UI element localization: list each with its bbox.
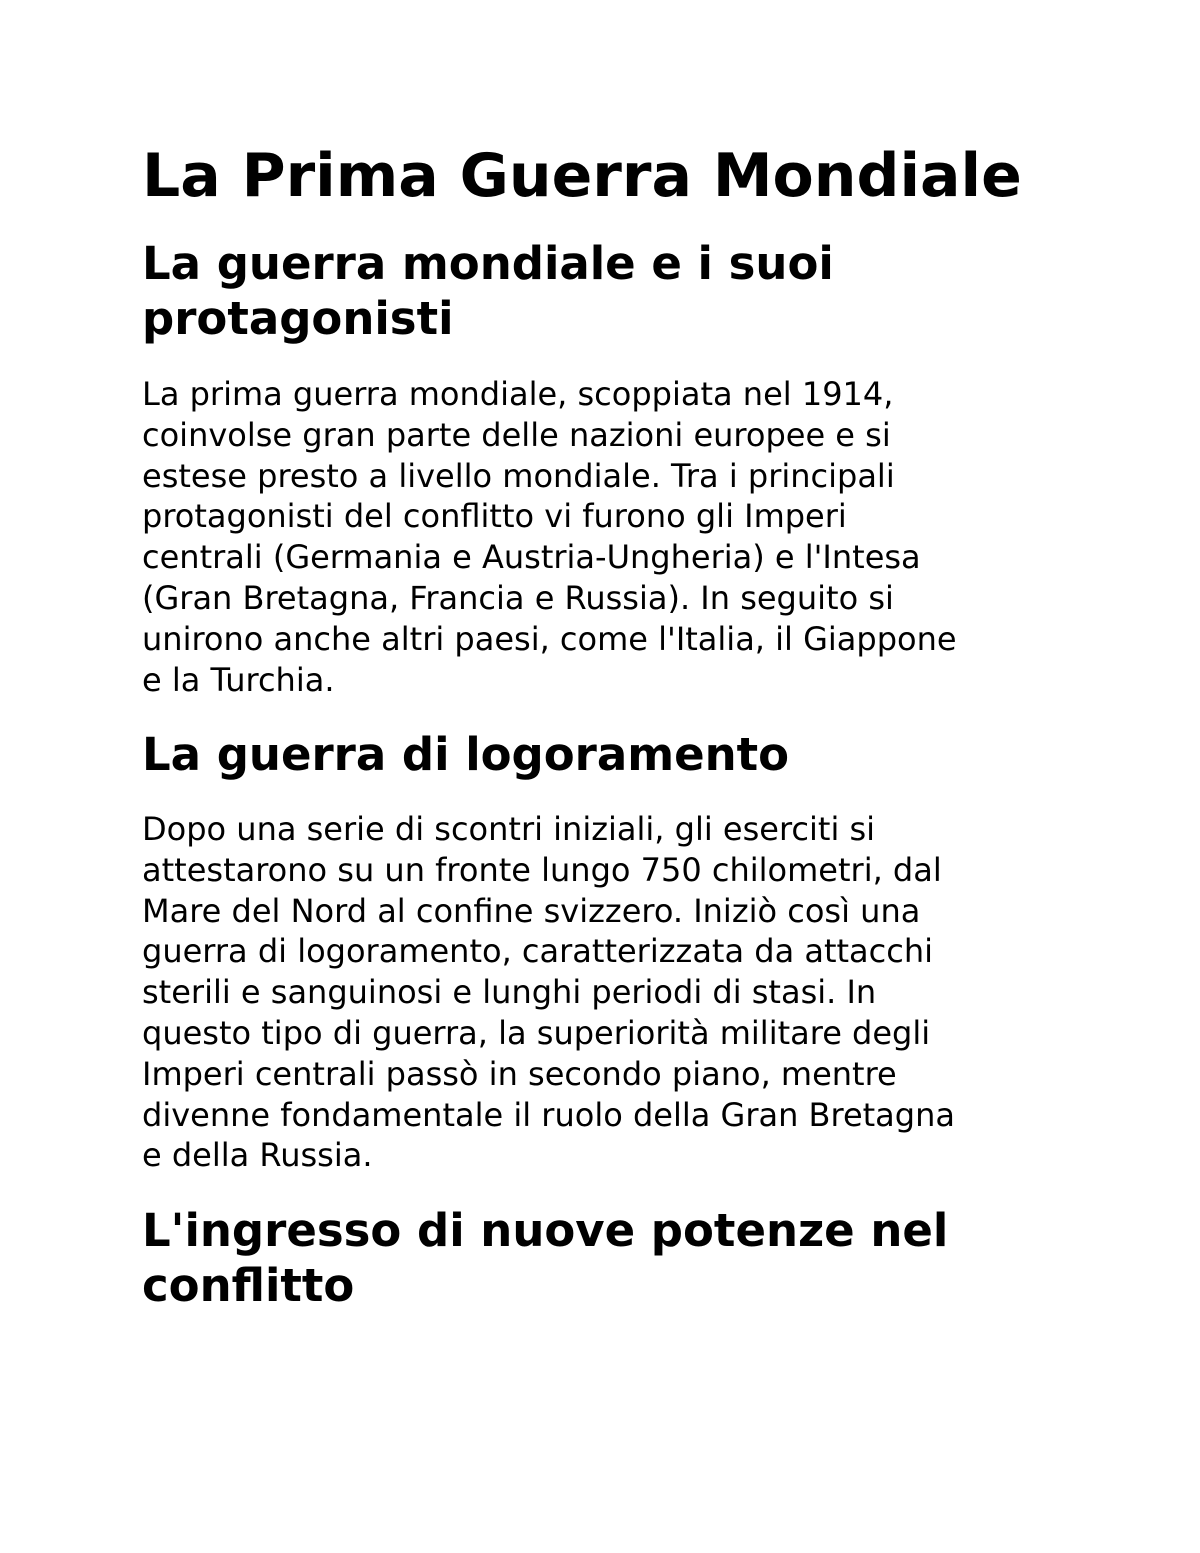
- text-line: e della Russia.: [142, 1136, 373, 1175]
- paragraph-logoramento: [142, 809, 955, 1176]
- text-line: attestarono su un fronte lungo 750 chilometri, dal: [142, 850, 942, 889]
- text-line: questo tipo di guerra, la superiorità militare degli: [142, 1013, 931, 1052]
- text-line: sterili e sanguinosi e lunghi periodi di stasi. In: [142, 973, 877, 1012]
- text-line: Dopo una serie di scontri iniziali, gli eserciti si: [142, 810, 876, 848]
- document-title: La Prima Guerra Mondiale: [142, 141, 1022, 211]
- text-line: (Gran Bretagna, Francia e Russia). In seguito si: [142, 578, 894, 617]
- heading-line: La guerra mondiale e i suoi: [142, 237, 834, 290]
- heading-line: La guerra di logoramento: [142, 728, 790, 781]
- text-line: protagonisti del conflitto vi furono gli Imperi: [142, 497, 847, 536]
- paragraph-protagonisti: [142, 374, 957, 700]
- section-heading-logoramento: [142, 727, 789, 782]
- text-line: divenne fondamentale il ruolo della Gran Bretagna: [142, 1095, 955, 1134]
- text-line: centrali (Germania e Austria-Ungheria) e l'Intesa: [142, 538, 921, 577]
- text-line: e la Turchia.: [142, 660, 335, 699]
- text-line: La prima guerra mondiale, scoppiata nel 1914,: [142, 375, 894, 413]
- text-line: estese presto a livello mondiale. Tra i principali: [142, 456, 895, 495]
- text-line: unirono anche altri paesi, come l'Italia, il Giappone: [142, 619, 957, 658]
- section-heading-protagonisti: [142, 236, 834, 346]
- text-line: Imperi centrali passò in secondo piano, mentre: [142, 1054, 897, 1093]
- heading-line: conflitto: [142, 1259, 355, 1312]
- section-heading-nuove-potenze: [142, 1203, 948, 1313]
- text-line: guerra di logoramento, caratterizzata da attacchi: [142, 932, 934, 971]
- text-line: coinvolse gran parte delle nazioni europee e si: [142, 415, 891, 454]
- heading-line: protagonisti: [142, 292, 454, 345]
- heading-line: L'ingresso di nuove potenze nel: [142, 1204, 949, 1257]
- text-line: Mare del Nord al confine svizzero. Iniziò così una: [142, 891, 921, 930]
